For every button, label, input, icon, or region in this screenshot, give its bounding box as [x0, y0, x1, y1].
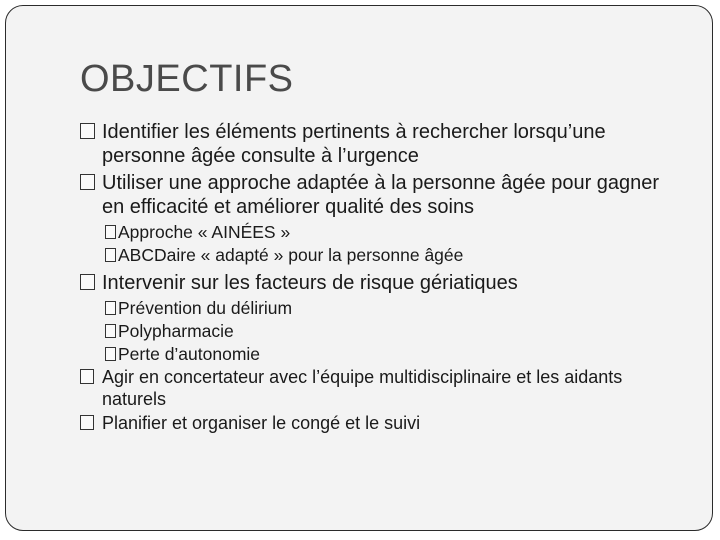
checkbox-bullet-icon: [80, 369, 94, 384]
sub-bullet-icon: [105, 324, 116, 338]
bullet-text: Agir en concertateur avec l’équipe multidisciplinaire et les aidants naturels: [102, 367, 623, 409]
bullet-item: [80, 367, 680, 410]
checkbox-bullet-icon: [80, 415, 94, 430]
bullet-text: Intervenir sur les facteurs de risque gériatiques: [102, 272, 518, 294]
slide-title: OBJECTIFS: [80, 58, 294, 100]
bullet-item: [80, 271, 680, 295]
sub-bullet-icon: [105, 248, 116, 262]
sub-bullet-text: Polypharmacie: [118, 321, 234, 341]
sub-bullet-item: [105, 222, 680, 243]
checkbox-bullet-icon: [80, 123, 95, 139]
bullet-item: [80, 171, 680, 219]
checkbox-bullet-icon: [80, 174, 95, 190]
sub-bullet-icon: [105, 225, 116, 239]
sub-bullet-text: Perte d’autonomie: [118, 344, 261, 364]
bullet-text: Planifier et organiser le congé et le suivi: [102, 413, 421, 434]
sub-bullet-icon: [105, 301, 116, 315]
bullet-list: [80, 120, 680, 438]
sub-bullet-text: ABCDaire « adapté » pour la personne âgée: [118, 245, 464, 265]
sub-bullet-icon: [105, 347, 116, 361]
sub-bullet-text: Approche « AINÉES »: [118, 222, 291, 242]
bullet-item: [80, 413, 680, 435]
sub-bullet-item: [105, 298, 680, 319]
bullet-text: Identifier les éléments pertinents à rechercher lorsqu’une personne âgée consulte à l’urgence: [102, 121, 606, 167]
sub-bullet-text: Prévention du délirium: [118, 298, 293, 318]
bullet-item: [80, 120, 680, 168]
bullet-text: Utiliser une approche adaptée à la personne âgée pour gagner en efficacité et améliorer qualité des soins: [102, 172, 660, 218]
sub-bullet-item: [105, 245, 680, 266]
sub-bullet-item: [105, 321, 680, 342]
checkbox-bullet-icon: [80, 274, 95, 290]
sub-bullet-item: [105, 344, 680, 365]
